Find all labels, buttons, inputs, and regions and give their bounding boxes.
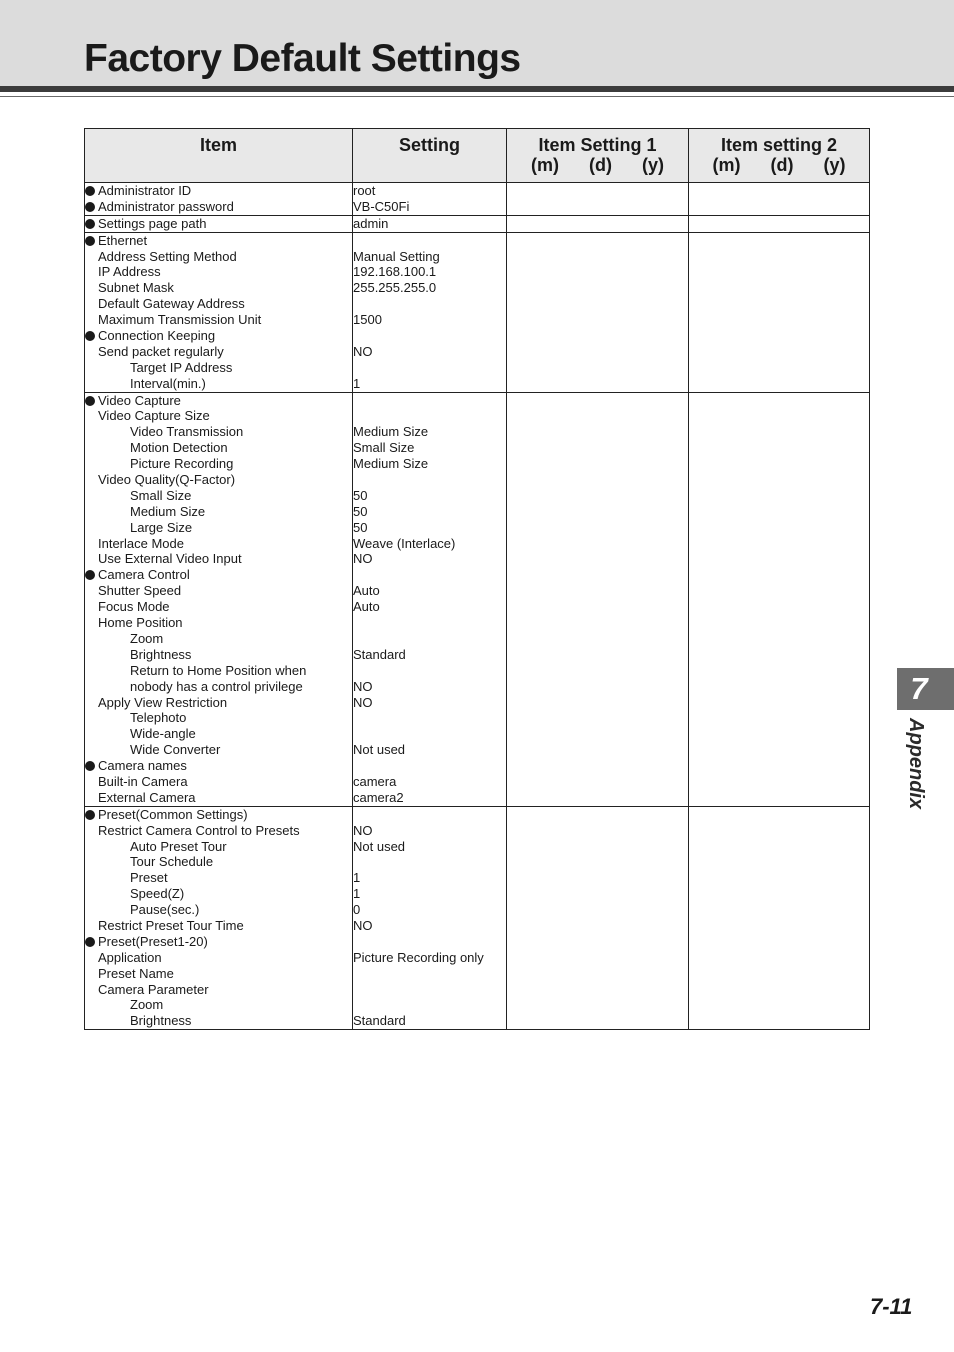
item-line <box>85 742 352 758</box>
setting-value: Not used <box>353 838 406 854</box>
item-label: Auto Preset Tour <box>130 838 227 854</box>
day-label: (d) <box>589 155 612 175</box>
header-item-setting-2: Item setting 2 (m) (d) (y) <box>689 129 870 183</box>
item-cell <box>85 392 353 806</box>
header-setting: Setting <box>353 129 507 183</box>
bullet-icon <box>85 219 95 229</box>
setting-value: Not used <box>353 742 406 758</box>
item-line <box>85 679 352 695</box>
item-line <box>85 583 352 599</box>
item-line <box>85 249 352 265</box>
chapter-number: 7 <box>910 671 928 706</box>
setting-value: camera <box>353 773 397 789</box>
item-label: Video Capture Size <box>98 408 210 424</box>
item-label: Administrator password <box>98 198 234 214</box>
item-label: Wide-angle <box>130 726 196 742</box>
table-row <box>85 392 870 806</box>
item-line <box>85 663 352 679</box>
table-row <box>85 806 870 1029</box>
setting-value <box>353 758 506 774</box>
item-line <box>85 934 352 950</box>
bullet-icon <box>85 331 95 341</box>
item-cell <box>85 806 353 1029</box>
setting-value: 1 <box>353 886 361 902</box>
setting-value: Picture Recording only <box>353 949 484 965</box>
item-line <box>85 440 352 456</box>
setting-value <box>353 233 506 249</box>
item-label: Brightness <box>130 1013 192 1029</box>
setting-value: Medium Size <box>353 424 429 440</box>
setting-value <box>353 472 506 488</box>
item-label: Small Size <box>130 487 192 503</box>
item-line <box>85 599 352 615</box>
setting-value <box>353 982 506 998</box>
item-label: Brightness <box>130 646 192 662</box>
item-setting-1-cell <box>507 183 689 216</box>
setting-value: NO <box>353 678 373 694</box>
item-label: Camera names <box>98 758 187 774</box>
setting-value <box>353 854 506 870</box>
setting-value: NO <box>353 343 373 359</box>
item-label: Settings page path <box>98 215 207 231</box>
item-label: Send packet regularly <box>98 343 224 359</box>
setting-value: Auto <box>353 583 380 599</box>
item-line <box>85 376 352 392</box>
setting-cell <box>353 183 507 216</box>
setting-value: Standard <box>353 1013 406 1029</box>
item-setting-2-cell <box>689 392 870 806</box>
item-line <box>85 296 352 312</box>
item-label: Video Capture <box>98 392 181 408</box>
item-line <box>85 631 352 647</box>
item-setting-1-cell <box>507 215 689 232</box>
item-line <box>85 902 352 918</box>
setting-value: 50 <box>353 487 368 503</box>
item-setting-2-cell <box>689 806 870 1029</box>
item-line <box>85 488 352 504</box>
bullet-icon <box>85 396 95 406</box>
item-label: Return to Home Position when <box>130 662 307 678</box>
item-label: Focus Mode <box>98 599 170 615</box>
setting-value <box>353 408 506 424</box>
item-label: Default Gateway Address <box>98 296 245 312</box>
setting-value: Weave (Interlace) <box>353 535 456 551</box>
item-label: Motion Detection <box>130 440 228 456</box>
setting-value: admin <box>353 215 389 231</box>
item-label: Interlace Mode <box>98 535 184 551</box>
table-header-row <box>85 129 870 183</box>
setting-cell <box>353 232 507 392</box>
table-row <box>85 215 870 232</box>
item-label: Preset(Common Settings) <box>98 806 248 822</box>
setting-value <box>353 328 506 344</box>
item-label: Administrator ID <box>98 183 192 198</box>
setting-value <box>353 966 506 982</box>
item-label: Built-in Camera <box>98 773 188 789</box>
item-line <box>85 950 352 966</box>
setting-value: 1 <box>353 870 361 886</box>
item-line <box>85 567 352 583</box>
item-setting-1-cell <box>507 232 689 392</box>
item-line <box>85 472 352 488</box>
setting-value: 1 <box>353 375 361 391</box>
item-label: External Camera <box>98 789 196 805</box>
setting-cell <box>353 392 507 806</box>
item-line <box>85 726 352 742</box>
item-label: Apply View Restriction <box>98 694 228 710</box>
item-line <box>85 360 352 376</box>
item-line <box>85 344 352 360</box>
setting-value: Medium Size <box>353 456 429 472</box>
item-line <box>85 839 352 855</box>
item-line <box>85 424 352 440</box>
item-label: Camera Control <box>98 567 190 583</box>
setting-value: NO <box>353 917 373 933</box>
table-row <box>85 232 870 392</box>
item-cell <box>85 232 353 392</box>
item-label: Application <box>98 949 162 965</box>
setting-value: NO <box>353 822 373 838</box>
month-label: (m) <box>712 155 741 175</box>
item-label: Preset(Preset1-20) <box>98 933 208 949</box>
header-rule-thick <box>0 86 954 92</box>
item-setting-1-cell <box>507 392 689 806</box>
bullet-icon <box>85 761 95 771</box>
item-setting-2-cell <box>689 232 870 392</box>
page-number: 7-11 <box>870 1294 913 1319</box>
setting-value <box>353 360 506 376</box>
bullet-icon <box>85 570 95 580</box>
item-label: Picture Recording <box>130 456 234 472</box>
item-label: Use External Video Input <box>98 551 242 567</box>
table-row <box>85 183 870 216</box>
setting-value: camera2 <box>353 789 404 805</box>
bullet-icon <box>85 937 95 947</box>
settings-table <box>84 128 870 1030</box>
item-label: Camera Parameter <box>98 981 209 997</box>
item-line <box>85 536 352 552</box>
setting-value: Small Size <box>353 440 415 456</box>
item-label: Pause(sec.) <box>130 902 200 918</box>
item-line <box>85 870 352 886</box>
day-label: (d) <box>770 155 794 175</box>
setting-value: NO <box>353 551 373 567</box>
item-label: Home Position <box>98 615 183 631</box>
item-label: Preset Name <box>98 965 174 981</box>
item-label: Speed(Z) <box>130 886 185 902</box>
item-label: Medium Size <box>130 503 206 519</box>
item-cell <box>85 215 353 232</box>
setting-value: VB-C50Fi <box>353 198 410 214</box>
page-title: Factory Default Settings <box>84 37 521 80</box>
setting-value <box>353 726 506 742</box>
item-line <box>85 1013 352 1029</box>
item-label: Maximum Transmission Unit <box>98 312 262 328</box>
item-line <box>85 774 352 790</box>
setting-cell <box>353 215 507 232</box>
item-label: Address Setting Method <box>98 248 237 264</box>
setting-value <box>353 567 506 583</box>
year-label: (y) <box>641 155 664 175</box>
setting-value <box>353 934 506 950</box>
item-label: Wide Converter <box>130 742 221 758</box>
item-label: Ethernet <box>98 232 148 248</box>
header-rule-thin <box>0 96 954 97</box>
item-label: Connection Keeping <box>98 328 216 344</box>
setting-value: Auto <box>353 599 380 615</box>
item-line <box>85 615 352 631</box>
setting-value: Manual Setting <box>353 248 440 264</box>
setting-value <box>353 997 506 1013</box>
setting-value: 50 <box>353 503 368 519</box>
item-line <box>85 886 352 902</box>
item-line <box>85 393 352 409</box>
item-line <box>85 807 352 823</box>
bullet-icon <box>85 810 95 820</box>
setting-value <box>353 710 506 726</box>
setting-value: 1500 <box>353 312 382 328</box>
setting-value: Standard <box>353 646 406 662</box>
item-line <box>85 823 352 839</box>
item-line <box>85 504 352 520</box>
item-line <box>85 456 352 472</box>
setting-cell <box>353 806 507 1029</box>
item-line <box>85 264 352 280</box>
bullet-icon <box>85 236 95 246</box>
setting-value: 192.168.100.1 <box>353 264 437 280</box>
item-line <box>85 551 352 567</box>
year-label: (y) <box>823 155 846 175</box>
month-label: (m) <box>531 155 559 175</box>
setting-value: 0 <box>353 902 361 918</box>
item-line <box>85 710 352 726</box>
item-label: Video Quality(Q-Factor) <box>98 472 236 488</box>
item-label: Zoom <box>130 997 164 1013</box>
item-line <box>85 854 352 870</box>
item-label: Video Transmission <box>130 424 244 440</box>
item-line <box>85 408 352 424</box>
setting-value: 255.255.255.0 <box>353 280 437 296</box>
item-line <box>85 520 352 536</box>
bullet-icon <box>85 202 95 212</box>
item-line <box>85 966 352 982</box>
bullet-icon <box>85 186 95 196</box>
item-line <box>85 647 352 663</box>
item-label: Shutter Speed <box>98 583 182 599</box>
setting-value <box>353 663 506 679</box>
item-line <box>85 758 352 774</box>
item-cell <box>85 183 353 216</box>
header-item: Item <box>85 129 353 183</box>
item-line <box>85 982 352 998</box>
item-line <box>85 216 352 232</box>
item-label: IP Address <box>98 264 161 280</box>
setting-value: 50 <box>353 519 368 535</box>
setting-value <box>353 615 506 631</box>
item-line <box>85 328 352 344</box>
item-label: Interval(min.) <box>130 375 206 391</box>
item-label: Restrict Camera Control to Presets <box>98 822 300 838</box>
item-line <box>85 997 352 1013</box>
item-line <box>85 183 352 199</box>
item-label: nobody has a control privilege <box>130 678 303 694</box>
item-label: Large Size <box>130 519 193 535</box>
item-label: Tour Schedule <box>130 854 214 870</box>
setting-value <box>353 296 506 312</box>
chapter-label: Appendix <box>905 718 927 810</box>
item-line <box>85 918 352 934</box>
item-setting-2-cell <box>689 183 870 216</box>
item-setting-1-cell <box>507 806 689 1029</box>
item-label: Restrict Preset Tour Time <box>98 917 244 933</box>
item-label: Target IP Address <box>130 359 233 375</box>
setting-value: root <box>353 183 376 198</box>
item-label: Telephoto <box>130 710 187 726</box>
header-item-setting-1: Item Setting 1 (m) (d) (y) <box>507 129 689 183</box>
item-line <box>85 199 352 215</box>
setting-value <box>353 631 506 647</box>
chapter-tab <box>897 668 954 710</box>
item-label: Zoom <box>130 630 164 646</box>
item-line <box>85 233 352 249</box>
item-line <box>85 312 352 328</box>
item-label: Preset <box>130 870 168 886</box>
setting-value: NO <box>353 694 373 710</box>
item-line <box>85 280 352 296</box>
item-setting-2-cell <box>689 215 870 232</box>
item-line <box>85 695 352 711</box>
item-label: Subnet Mask <box>98 280 174 296</box>
setting-value <box>353 393 506 409</box>
setting-value <box>353 807 506 823</box>
item-line <box>85 790 352 806</box>
